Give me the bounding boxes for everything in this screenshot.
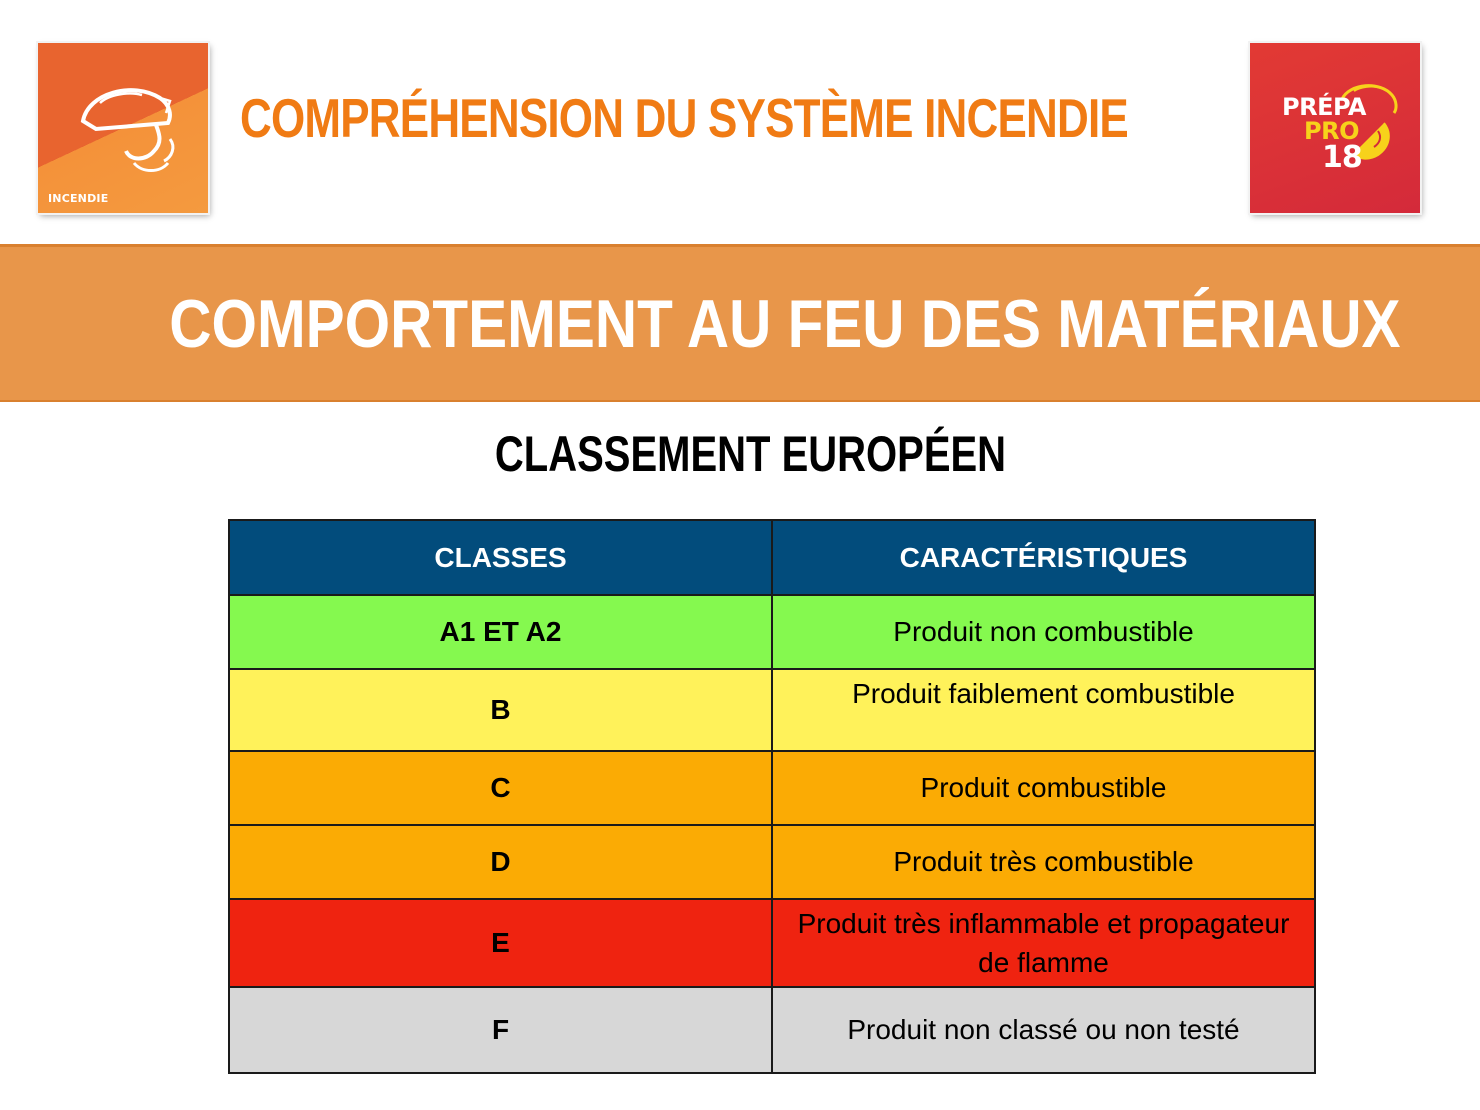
class-cell: F [229,987,772,1073]
class-cell: A1 ET A2 [229,595,772,669]
description-cell: Produit non combustible [772,595,1315,669]
table-row [229,595,1315,669]
description-cell: Produit très inflammable et propagateur de flamme [772,899,1315,987]
table-header-row [229,520,1315,595]
column-header-characteristics: CARACTÉRISTIQUES [772,520,1315,595]
class-cell: C [229,751,772,825]
description-cell: Produit faiblement combustible [772,669,1315,751]
page-title: COMPRÉHENSION DU SYSTÈME INCENDIE [240,87,1128,149]
description-cell: Produit combustible [772,751,1315,825]
banner-title: COMPORTEMENT AU FEU DES MATÉRIAUX [169,285,1401,362]
logo-right-line2: PRO [1304,117,1359,145]
table-row [229,825,1315,899]
incendie-logo [38,43,208,213]
section-title: CLASSEMENT EUROPÉEN [494,426,1006,482]
table-row [229,669,1315,751]
prepa-pro-18-logo [1250,43,1420,213]
column-header-classes: CLASSES [229,520,772,595]
fire-classification-table [228,519,1316,1074]
description-cell: Produit non classé ou non testé [772,987,1315,1073]
logo-right-line3: 18 [1322,140,1362,175]
logo-left-label: INCENDIE [48,192,109,205]
class-cell: B [229,669,772,751]
table-row [229,899,1315,987]
table-row [229,987,1315,1073]
class-cell: D [229,825,772,899]
logo-right-line1: PRÉPA [1282,93,1366,121]
firefighter-helmet-icon [38,43,208,213]
table-row [229,751,1315,825]
section-banner [0,244,1480,402]
description-cell: Produit très combustible [772,825,1315,899]
class-cell: E [229,899,772,987]
